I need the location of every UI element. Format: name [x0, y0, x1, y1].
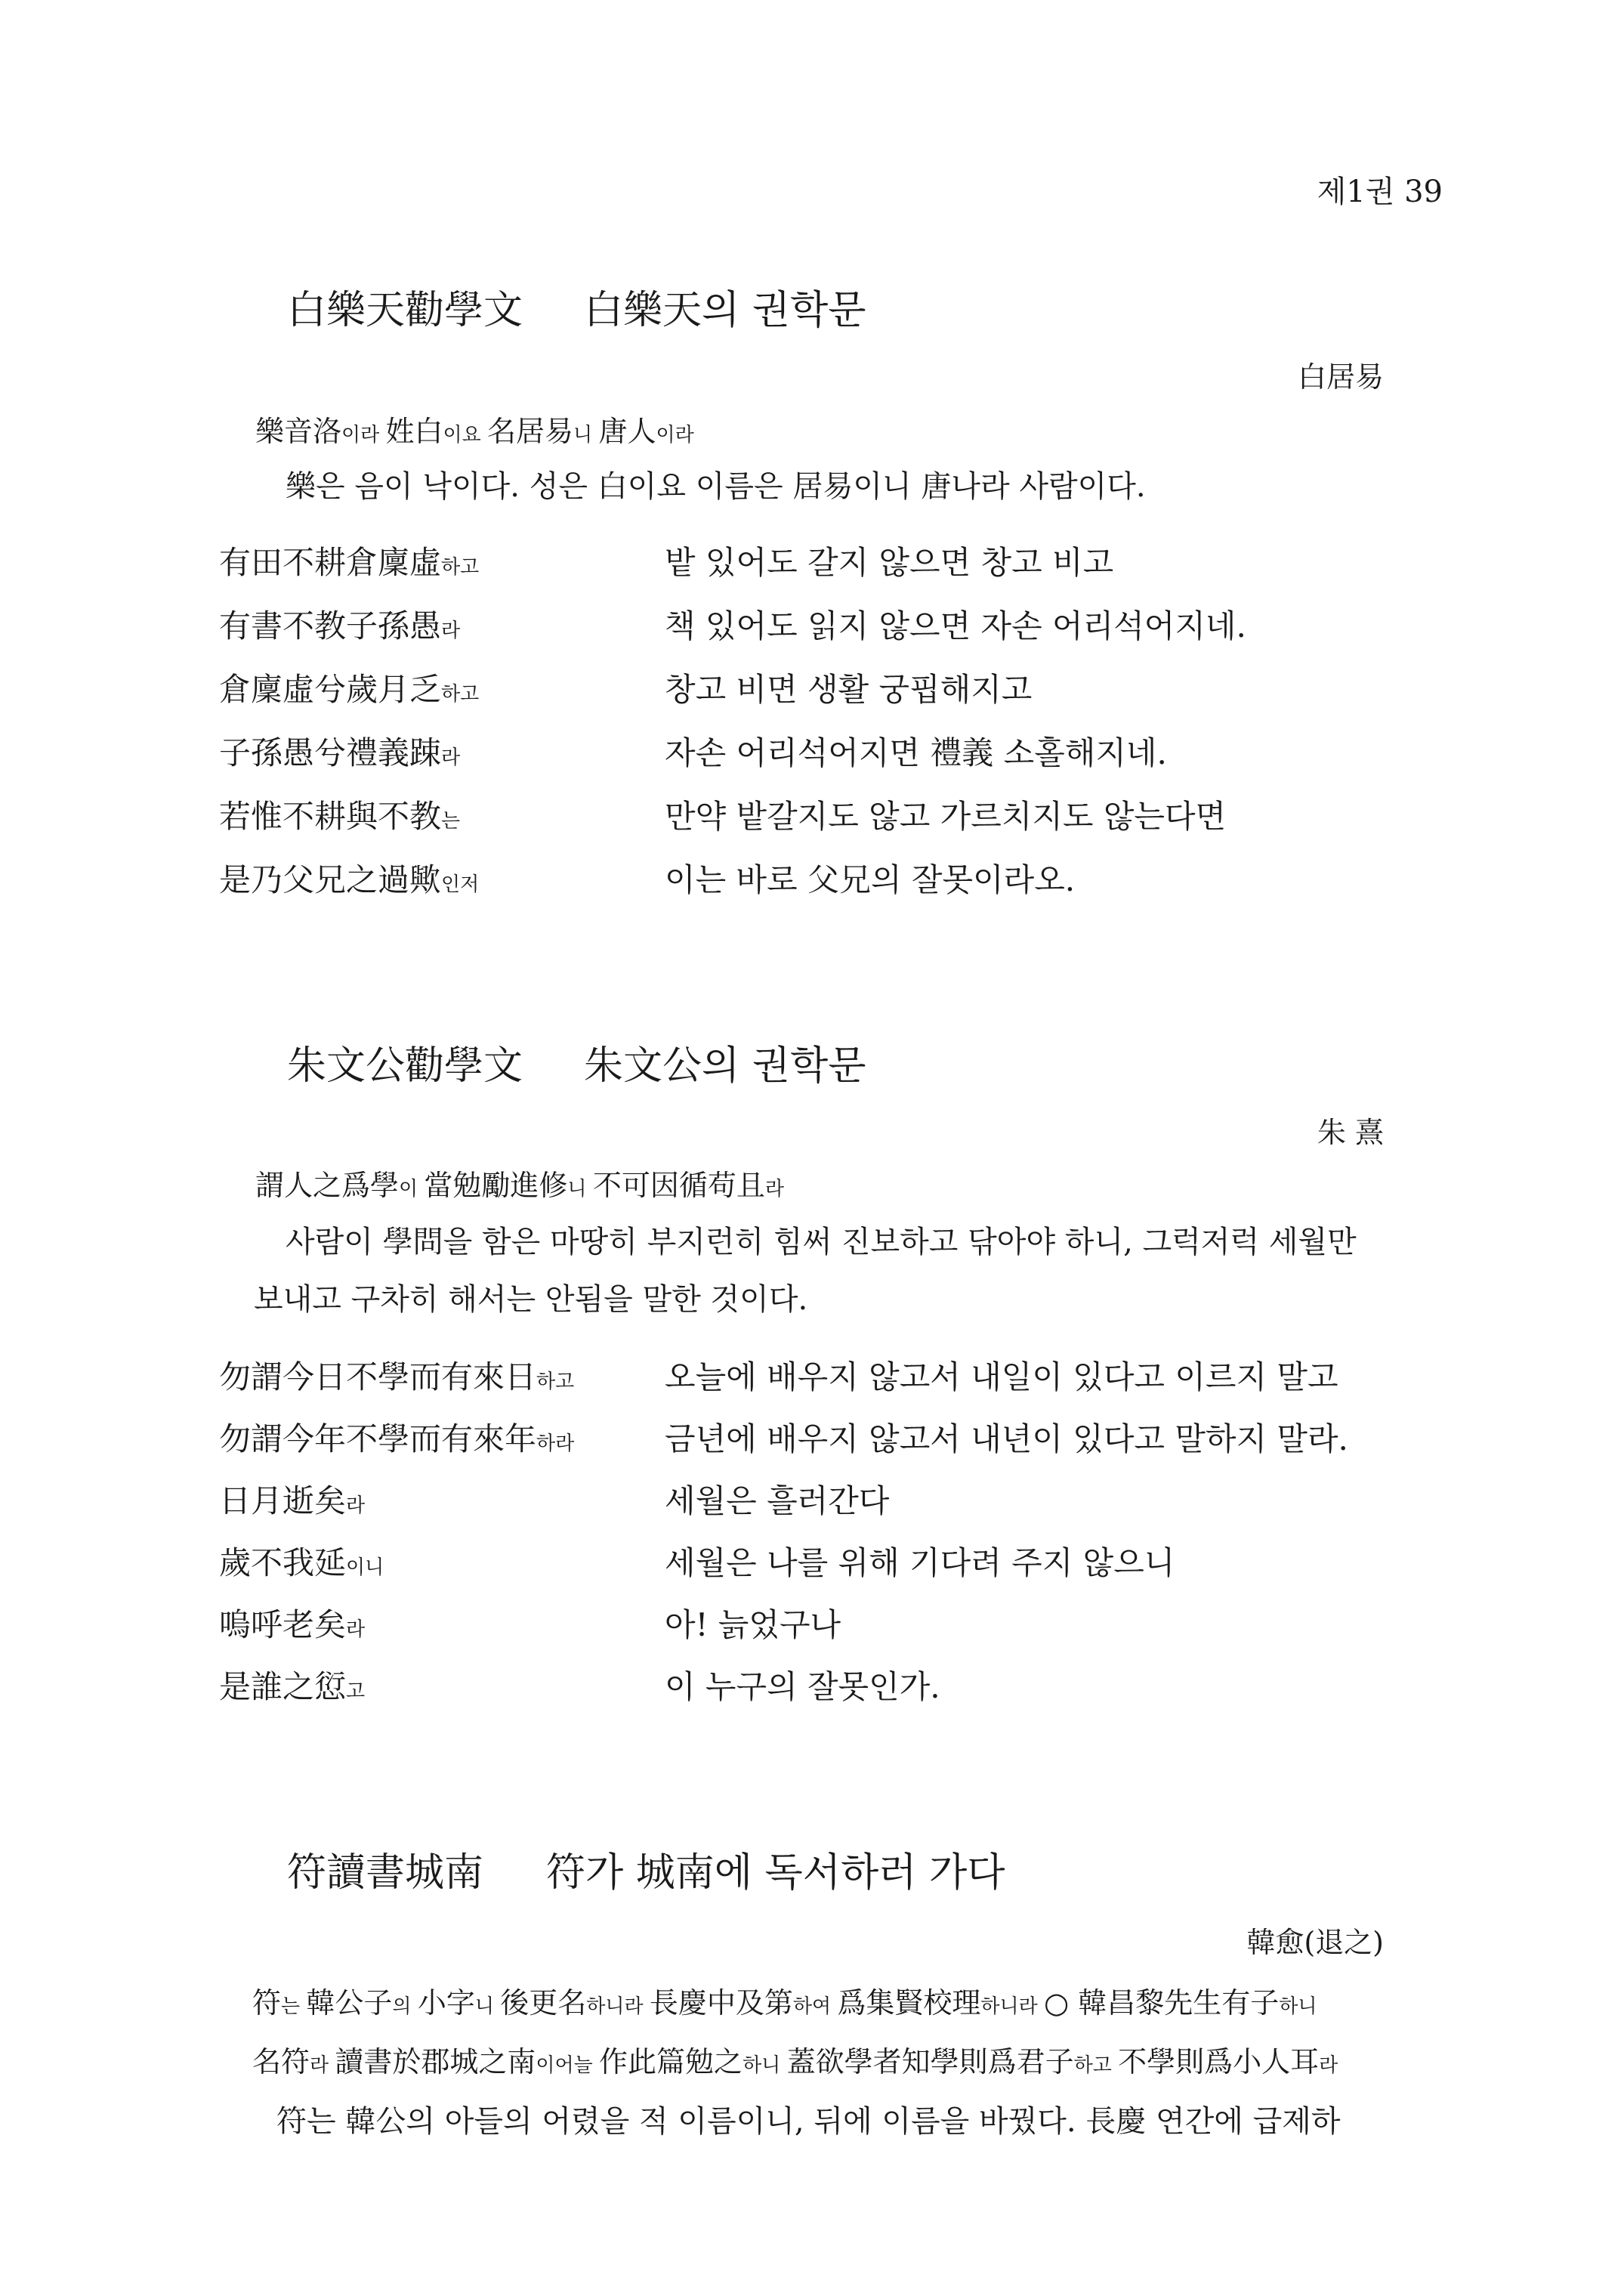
poem-line-korean: 오늘에 배우지 않고서 내일이 있다고 이르지 말고	[665, 1358, 1338, 1395]
poem-line-korean: 이는 바로 父兄의 잘못이라오.	[665, 861, 1076, 898]
section-1-title-hanja: 白樂天勸學文	[287, 288, 523, 333]
poem-line-korean: 만약 밭갈지도 않고 가르치지도 않는다면	[665, 798, 1227, 835]
note-particle: 이라	[656, 424, 694, 447]
section-1-note	[255, 408, 694, 450]
note-particle: 니	[567, 1178, 593, 1201]
poem-line-korean: 세월은 나를 위해 기다려 주지 않으니	[665, 1544, 1175, 1581]
note-hanja: 當勉勵進修	[424, 1169, 568, 1202]
section-2-translation-1: 사람이 學問을 함은 마땅히 부지런히 힘써 진보하고 닦아야 하니, 그럭저럭 세월만	[286, 1225, 1357, 1259]
section-1-title-korean: 白樂天의 권학문	[584, 288, 866, 333]
note-hanja: 謂人之爲學	[255, 1169, 400, 1202]
note-hanja: 名居易	[487, 415, 574, 448]
note-hanja: 樂音洛	[255, 415, 342, 448]
section-2-title-hanja: 朱文公勸學文	[287, 1043, 523, 1089]
poem-line-hanja: 有書不教子孫愚라	[219, 607, 461, 644]
poem-line-korean: 책 있어도 읽지 않으면 자손 어리석어지네.	[665, 607, 1246, 644]
section-2-translation-2: 보내고 구차히 해서는 안됨을 말한 것이다.	[254, 1282, 808, 1317]
section-1-author: 白居易	[1297, 360, 1384, 394]
poem-line-hanja: 日月逝矣라	[219, 1482, 366, 1519]
section-3-translation: 符는 韓公의 아들의 어렸을 적 이름이니, 뒤에 이름을 바꿨다. 長慶 연간에 급제하	[276, 2104, 1341, 2139]
poem-line-hanja: 倉廩虛兮歲月乏하고	[219, 671, 480, 708]
poem-line-korean: 자손 어리석어지면 禮義 소홀해지네.	[665, 734, 1167, 771]
circle-mark: ○	[1044, 1986, 1070, 2020]
note-particle: 이라	[341, 424, 386, 447]
page-header: 제1권 39	[1317, 175, 1443, 209]
poem-line-hanja: 勿謂今年不學而有來年하라	[219, 1420, 575, 1457]
note-particle: 이요	[443, 424, 488, 447]
note-hanja: 姓白	[385, 415, 443, 448]
poem-line-hanja: 歲不我延이니	[219, 1544, 384, 1581]
poem-line-korean: 세월은 흘러간다	[665, 1482, 890, 1519]
poem-line-hanja: 若惟不耕與不教는	[219, 798, 461, 835]
section-2-title-korean: 朱文公의 권학문	[584, 1043, 866, 1089]
section-3-note-line-1: 符는 韓公子의 小字니 後更名하니라 長慶中及第하여 爲集賢校理하니라 ○ 韓昌黎先生有子하니	[252, 1986, 1317, 2020]
section-3-author: 韓愈(退之)	[1246, 1926, 1384, 1959]
poem-line-hanja: 是誰之愆고	[219, 1668, 366, 1705]
poem-line-korean: 아! 늙었구나	[665, 1606, 841, 1643]
poem-line-hanja: 是乃父兄之過歟인저	[219, 861, 480, 898]
section-2-note	[255, 1162, 784, 1204]
section-1-translation: 樂은 음이 낙이다. 성은 白이요 이름은 居易이니 唐나라 사람이다.	[286, 469, 1146, 504]
poem-line-korean: 밭 있어도 갈지 않으면 창고 비고	[665, 544, 1114, 581]
poem-line-korean: 이 누구의 잘못인가.	[665, 1668, 940, 1705]
poem-line-hanja: 勿謂今日不學而有來日하고	[219, 1358, 575, 1395]
section-3-note-line-2: 名符라 讀書於郡城之南이어늘 作此篇勉之하니 蓋欲學者知學則爲君子하고 不學則爲小人耳라	[252, 2045, 1338, 2078]
poem-line-korean: 창고 비면 생활 궁핍해지고	[665, 671, 1033, 708]
section-3-title-korean: 符가 城南에 독서하러 가다	[546, 1850, 1005, 1896]
poem-line-hanja: 有田不耕倉廩虛하고	[219, 544, 480, 581]
poem-line-korean: 금년에 배우지 않고서 내년이 있다고 말하지 말라.	[665, 1420, 1348, 1457]
section-2-author: 朱 熹	[1317, 1116, 1384, 1149]
note-particle: 니	[573, 424, 599, 447]
note-particle: 이	[399, 1178, 425, 1201]
note-particle: 라	[764, 1178, 784, 1201]
note-hanja: 唐人	[598, 415, 656, 448]
poem-line-hanja: 嗚呼老矣라	[219, 1606, 366, 1643]
note-hanja: 不可因循苟且	[592, 1169, 765, 1202]
section-3-title-hanja: 符讀書城南	[287, 1850, 484, 1896]
poem-line-hanja: 子孫愚兮禮義踈라	[219, 734, 461, 771]
